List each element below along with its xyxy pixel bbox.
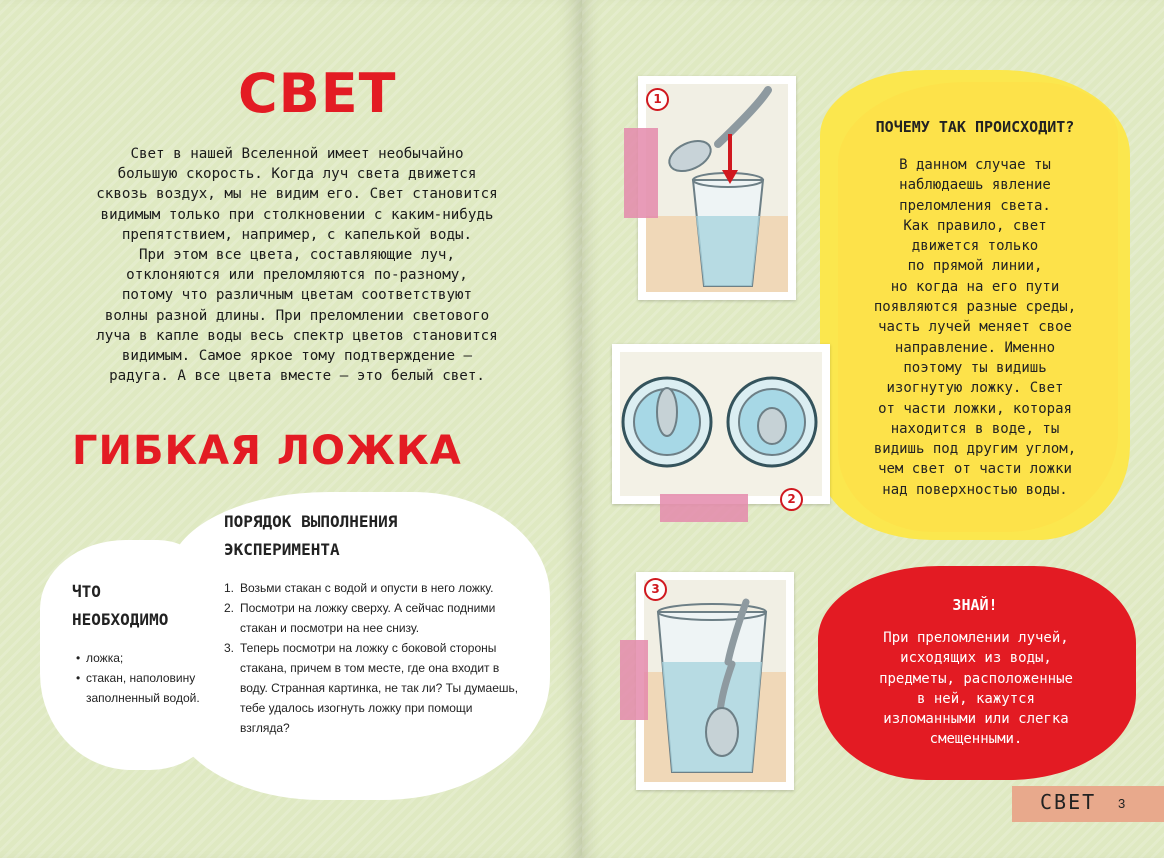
fact-paragraph [838,628,1114,750]
page-number: 3 [1118,796,1126,811]
intro-line: потому что различным цветам соответствуют [121,287,473,304]
why-line: но когда на его пути [890,278,1060,295]
intro-line: луча в капле воды весь спектр цветов становится [96,327,498,344]
intro-line: препятствием, например, с капелькой воды. [121,226,473,243]
procedure-step [224,638,520,738]
why-line: по прямой линии, [907,258,1043,275]
materials-heading-line: НЕОБХОДИМО [72,610,169,629]
fact-line: предметы, расположенные [879,670,1073,687]
why-line: появляются разные среды, [873,299,1077,316]
decorative-tape [660,494,748,522]
procedure-step [224,598,520,638]
step-badge: 1 [646,88,669,111]
intro-line: отклоняются или преломляются по-разному, [126,267,468,284]
why-line: В данном случае ты [899,157,1051,173]
step-badge: 3 [644,578,667,601]
intro-line: радуга. А все цвета вместе — это белый свет. [109,368,485,385]
why-paragraph [850,155,1100,500]
fact-line: в ней, кажутся [916,690,1035,707]
step-text: Теперь посмотри на ложку с боковой стороны стакана, причем в том месте, где она входит в воду. Странная картинка, не так ли? Ты думаешь, тебе удалось изогнуть ложку при помощи взгляда? [240,641,519,735]
why-line: направление. Именно [894,339,1056,356]
intro-line: видимым. Самое яркое тому подтверждение — [121,348,473,365]
materials-heading-line: ЧТО [72,582,101,601]
why-line: Как правило, свет [903,217,1047,234]
list-item: • ложка; [76,648,216,668]
why-line: видишь под другим углом, [873,441,1077,458]
fact-line: смещенными. [929,731,1023,748]
materials-heading [72,578,212,634]
why-line: над поверхностью воды. [882,481,1068,498]
intro-line: видимым только при столкновении с каким-нибудь [100,206,494,223]
why-line: движется только [911,238,1039,255]
procedure-step [224,578,520,598]
intro-line: сквозь воздух, мы не видим его. Свет становится [96,186,498,203]
step-badge: 2 [780,488,803,511]
why-line: наблюдаешь явление [899,177,1051,194]
materials-list [76,648,216,708]
footer-section-label: СВЕТ [1040,790,1097,814]
why-heading: ПОЧЕМУ ТАК ПРОИСХОДИТ? [875,118,1075,136]
procedure-heading-line: ПОРЯДОК ВЫПОЛНЕНИЯ [224,512,398,531]
intro-paragraph [62,144,532,386]
step-text: Посмотри на ложку сверху. А сейчас подними стакан и посмотри на нее снизу. [240,601,496,635]
why-line: преломления света. [899,197,1051,214]
decorative-tape [620,640,648,720]
fact-line: При преломлении лучей, [883,630,1069,646]
procedure-heading [224,508,464,564]
list-item: • стакан, наполовину заполненный водой. [76,668,216,708]
why-line: поэтому ты видишь [903,359,1047,376]
fact-line: исходящих из воды, [900,650,1052,667]
step-number: 3. [224,641,235,655]
fact-line: изломанными или слегка [883,711,1069,728]
illustration-step-2 [612,344,830,504]
step-text: Возьми стакан с водой и опусти в него ложку. [240,581,494,595]
fact-heading: ЗНАЙ! [952,596,998,614]
procedure-heading-line: ЭКСПЕРИМЕНТА [224,540,340,559]
experiment-title: ГИБКАЯ ЛОЖКА [72,428,462,474]
intro-line: волны разной длины. При преломлении светового [104,307,490,324]
page-title: СВЕТ [238,62,397,125]
bent-spoon-in-glass-icon [636,572,794,790]
step-number: 1. [224,581,235,595]
step-number: 2. [224,601,235,615]
intro-line: При этом все цвета, составляющие луч, [138,247,456,264]
intro-line: Свет в нашей Вселенной имеет необычайно [130,146,464,162]
why-line: от части ложки, которая [878,400,1072,417]
decorative-tape [624,128,658,218]
why-line: чем свет от части ложки [878,461,1072,478]
intro-line: большую скорость. Когда луч света движется [117,166,477,183]
glass-top-and-bottom-view-icon [612,344,830,504]
why-line: часть лучей меняет свое [878,319,1072,336]
procedure-steps [224,578,520,738]
illustration-step-3 [636,572,794,790]
why-line: находится в воде, ты [890,420,1060,437]
why-line: изогнутую ложку. Свет [886,380,1064,397]
